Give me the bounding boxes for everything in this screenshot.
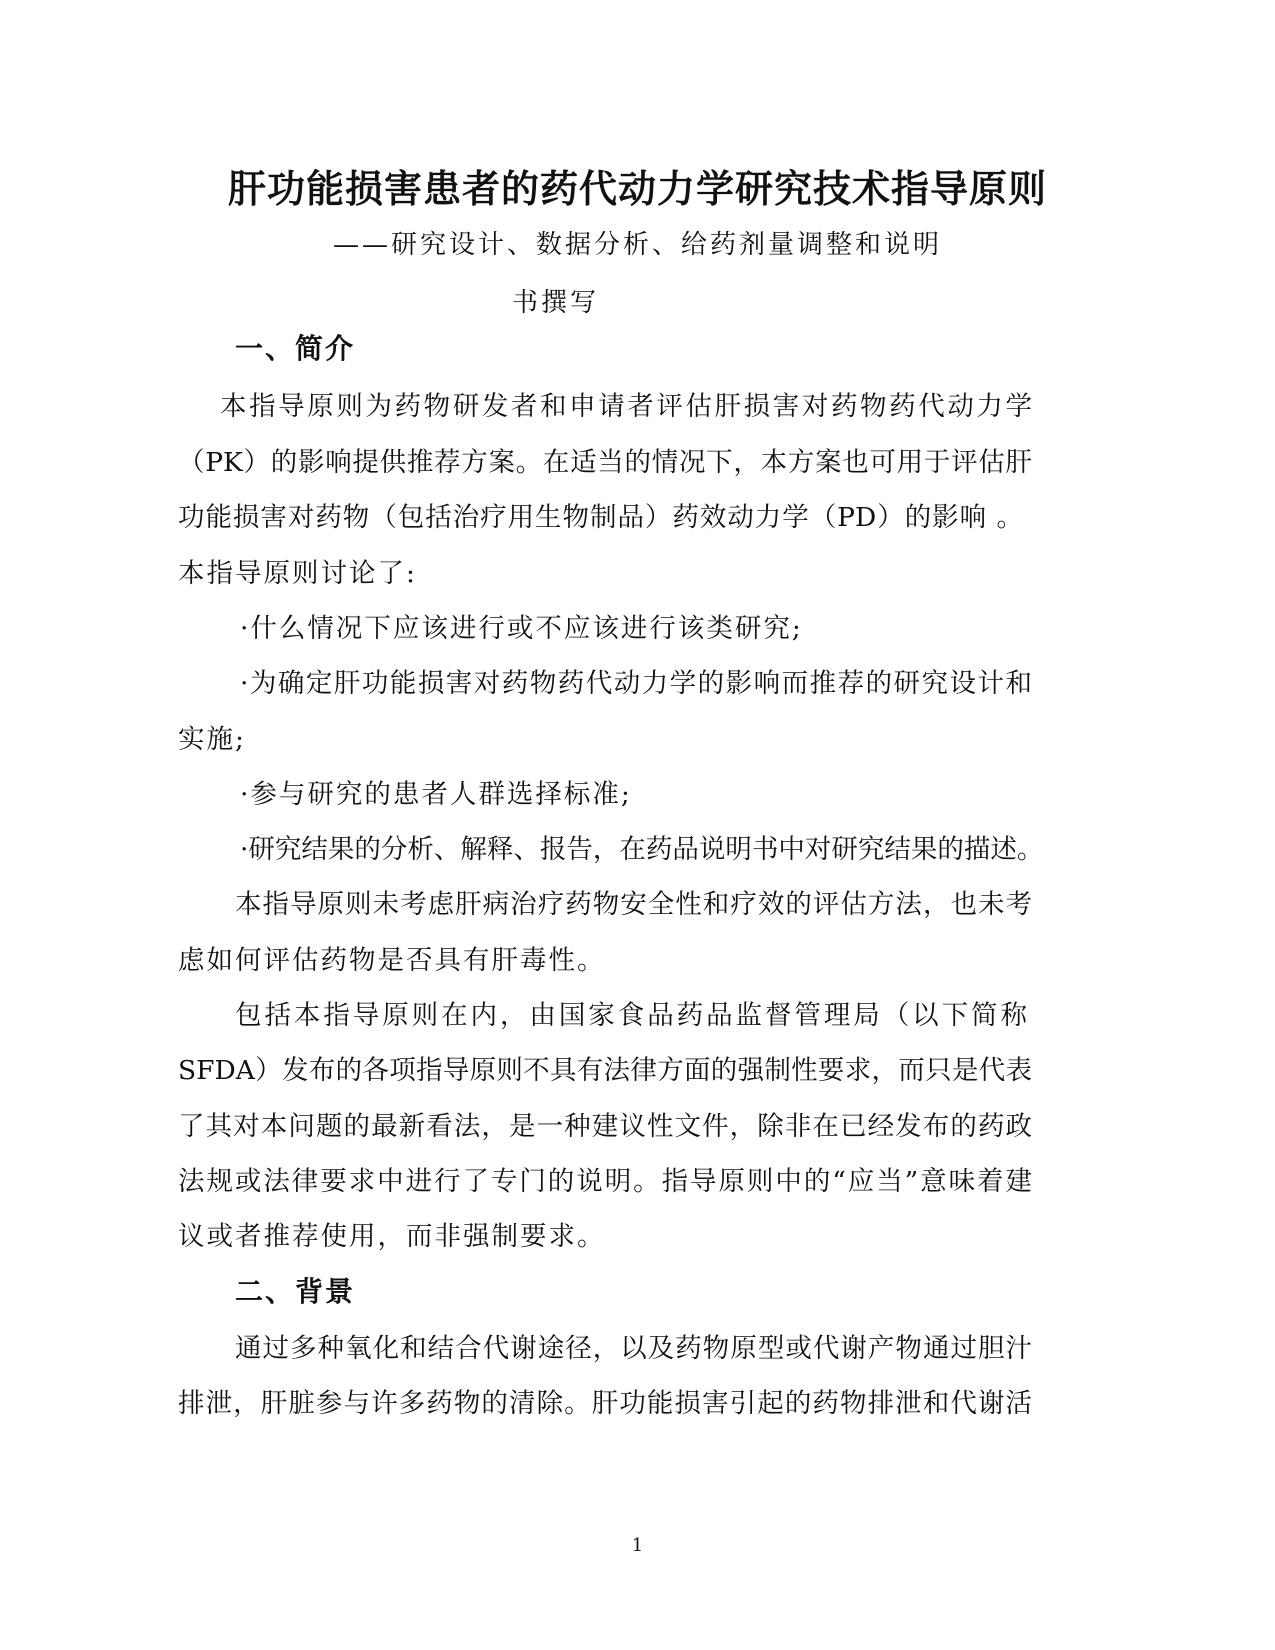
paragraph-line: 本指导原则为药物研发者和申请者评估肝损害对药物药代动力学 xyxy=(220,391,1032,422)
bullet-item-continued: 实施; xyxy=(178,724,246,755)
bullet-item: ·研究结果的分析、解释、报告，在药品说明书中对研究结果的描述。 xyxy=(240,834,1044,865)
paragraph-line: 本指导原则未考虑肝病治疗药物安全性和疗效的评估方法，也未考 xyxy=(235,889,1032,920)
paragraph-line: 排泄，肝脏参与许多药物的清除。肝功能损害引起的药物排泄和代谢活 xyxy=(178,1388,1032,1419)
bullet-item: ·什么情况下应该进行或不应该进行该类研究; xyxy=(240,613,803,644)
section-heading-background: 二、背景 xyxy=(235,1275,356,1308)
paragraph-line: 通过多种氧化和结合代谢途径，以及药物原型或代谢产物通过胆汁 xyxy=(235,1333,1032,1364)
paragraph-line: 法规或法律要求中进行了专门的说明。指导原则中的“应当”意味着建 xyxy=(178,1166,1032,1197)
paragraph-line: 本指导原则讨论了: xyxy=(178,558,417,589)
document-subtitle: ——研究设计、数据分析、给药剂量调整和说明 xyxy=(332,230,942,260)
paragraph-line: 虑如何评估药物是否具有肝毒性。 xyxy=(178,945,606,976)
document-subtitle-continued: 书撰写 xyxy=(512,288,600,318)
page-number: 1 xyxy=(631,1535,644,1556)
paragraph-line: （PK）的影响提供推荐方案。在适当的情况下，本方案也可用于评估肝 xyxy=(178,447,1032,478)
paragraph-line: 包括本指导原则在内，由国家食品药品监督管理局（以下简称 xyxy=(235,1000,1027,1031)
paragraph-line: SFDA）发布的各项指导原则不具有法律方面的强制性要求，而只是代表 xyxy=(178,1055,1032,1086)
paragraph-line: 功能损害对药物（包括治疗用生物制品）药效动力学（PD）的影响 。 xyxy=(178,502,1023,533)
section-heading-intro: 一、简介 xyxy=(235,332,356,365)
bullet-item: ·为确定肝功能损害对药物药代动力学的影响而推荐的研究设计和 xyxy=(240,668,1032,699)
bullet-item: ·参与研究的患者人群选择标准; xyxy=(240,779,632,810)
document-title: 肝功能损害患者的药代动力学研究技术指导原则 xyxy=(227,166,1047,211)
paragraph-line: 了其对本问题的最新看法，是一种建议性文件，除非在已经发布的药政 xyxy=(178,1111,1032,1142)
paragraph-line: 议或者推荐使用，而非强制要求。 xyxy=(178,1221,606,1252)
